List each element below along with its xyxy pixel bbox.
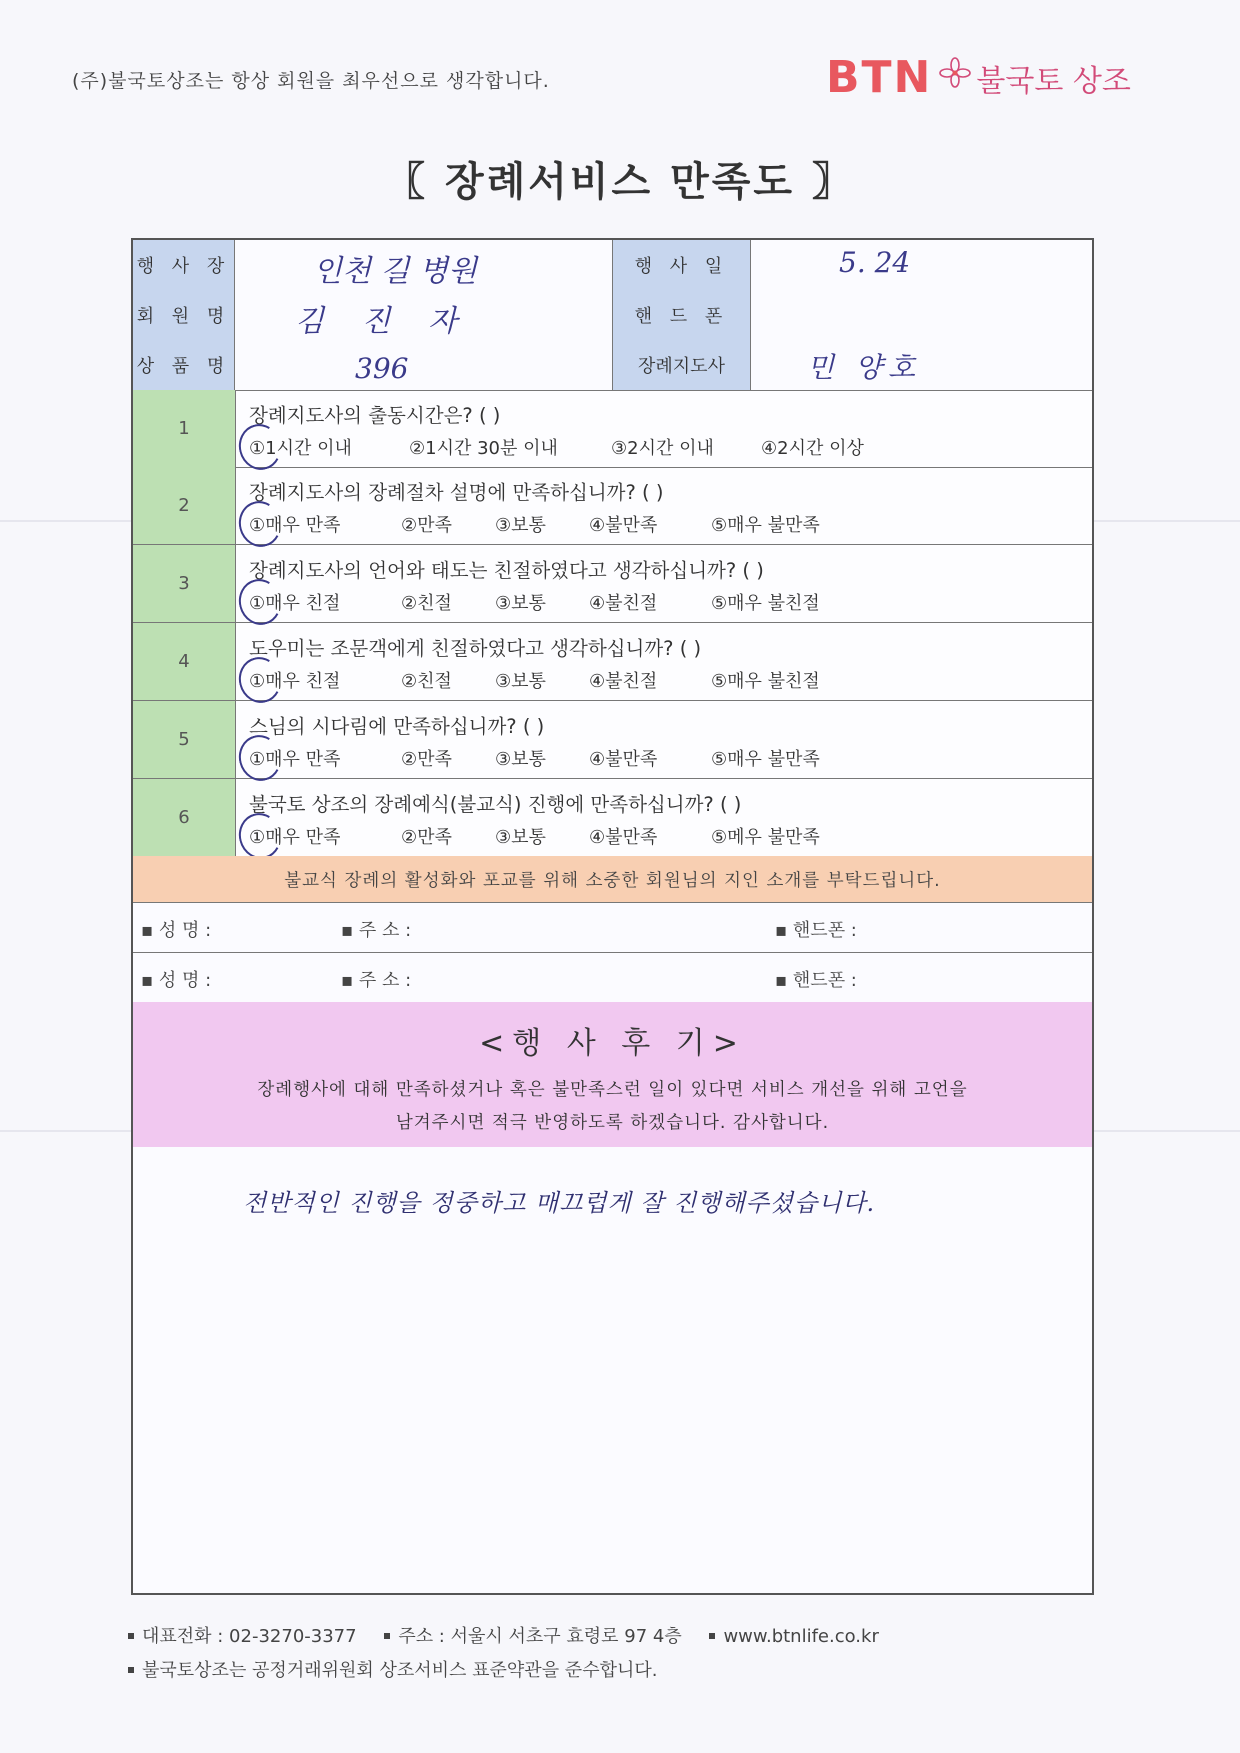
logo-korean-text: 불국토 상조 <box>976 63 1131 99</box>
phone-field[interactable] <box>751 290 1092 340</box>
review-desc-line-1: 장례행사에 대해 만족하셨거나 혹은 불만족스런 일이 있다면 서비스 개선을 위해 고언을 <box>257 1080 968 1100</box>
answer-option[interactable] <box>495 823 546 849</box>
answer-option[interactable] <box>711 511 820 537</box>
answer-options <box>249 823 1079 851</box>
member-label: 회 원 명 <box>133 290 235 340</box>
director-value: 민 양호 <box>807 351 922 384</box>
phone-label: 핸 드 폰 <box>613 290 751 340</box>
btn-logo <box>826 52 1131 103</box>
lotus-flower-icon <box>938 56 972 90</box>
answer-option[interactable] <box>711 823 820 849</box>
answer-option-label: ③보통 <box>495 593 546 614</box>
answer-option[interactable] <box>409 434 558 460</box>
question-text: 장례지도사의 출동시간은? ( ) <box>249 404 501 427</box>
answer-option[interactable] <box>611 434 714 460</box>
answer-options <box>249 511 1079 539</box>
referral-name-label: ▪ 성 명 : <box>141 920 212 941</box>
answer-option-label: ④불만족 <box>589 515 658 536</box>
answer-option[interactable] <box>249 589 340 615</box>
venue-field[interactable] <box>235 240 613 290</box>
question-row <box>133 623 1092 701</box>
question-number: 2 <box>133 467 236 544</box>
question-text: 장례지도사의 언어와 태도는 친절하였다고 생각하십니까? ( ) <box>249 559 764 582</box>
answer-option[interactable] <box>249 511 340 537</box>
bullet-icon <box>709 1633 715 1639</box>
info-row-product <box>133 340 1092 391</box>
info-row-member <box>133 290 1092 341</box>
answer-option[interactable] <box>249 823 340 849</box>
answer-option-label: ①매우 만족 <box>249 749 341 770</box>
answer-option-label: ⑤매우 불친절 <box>711 593 820 614</box>
question-number: 5 <box>133 701 236 778</box>
footer-notice: 불국토상조는 공정거래위원회 상조서비스 표준약관을 준수합니다. <box>142 1660 658 1681</box>
answer-option-label: ②만족 <box>401 827 452 848</box>
member-field[interactable] <box>235 290 613 340</box>
product-field[interactable] <box>235 340 613 390</box>
review-text-area[interactable] <box>133 1147 1092 1593</box>
referral-name-label: ▪ 성 명 : <box>141 970 212 991</box>
date-label: 행 사 일 <box>613 240 751 290</box>
date-field[interactable] <box>751 240 1092 290</box>
referral-row-1 <box>133 903 1092 953</box>
question-text: 도우미는 조문객에게 친절하였다고 생각하십니까? ( ) <box>249 637 702 660</box>
answer-option[interactable] <box>495 511 546 537</box>
answer-option-label: ③2시간 이내 <box>611 438 714 459</box>
answer-option-label: ⑤매우 불만족 <box>711 515 820 536</box>
answer-option-label: ③보통 <box>495 671 546 692</box>
answer-option[interactable] <box>711 745 820 771</box>
answer-option-label: ③보통 <box>495 827 546 848</box>
answer-option-label: ①매우 친절 <box>249 671 341 692</box>
answer-option-label: ④불만족 <box>589 749 658 770</box>
question-text: 스님의 시다림에 만족하십니까? ( ) <box>249 715 545 738</box>
review-handwritten-text: 전반적인 진행을 정중하고 매끄럽게 잘 진행해주셨습니다. <box>243 1189 876 1217</box>
footer-notice-line <box>128 1656 657 1682</box>
question-row <box>133 467 1092 545</box>
answer-option[interactable] <box>401 589 452 615</box>
answer-option-label: ⑤매우 불친절 <box>711 671 820 692</box>
venue-label: 행 사 장 <box>133 240 235 290</box>
answer-option[interactable] <box>711 589 820 615</box>
company-tagline: (주)불국토상조는 항상 회원을 최우선으로 생각합니다. <box>72 70 550 92</box>
answer-options <box>249 589 1079 617</box>
answer-option[interactable] <box>761 434 864 460</box>
referral-phone-label: ▪ 핸드폰 : <box>775 920 857 941</box>
question-number: 6 <box>133 779 236 856</box>
product-label: 상 품 명 <box>133 340 235 390</box>
logo-btn-text: BTN <box>826 52 933 103</box>
answer-options <box>249 745 1079 773</box>
answer-option[interactable] <box>495 589 546 615</box>
question-text: 장례지도사의 장례절차 설명에 만족하십니까? ( ) <box>249 481 664 504</box>
answer-option[interactable] <box>589 667 657 693</box>
member-value: 김 진 자 <box>295 304 472 339</box>
question-row <box>133 701 1092 779</box>
answer-option-label: ③보통 <box>495 749 546 770</box>
footer-phone: 대표전화 : 02-3270-3377 <box>142 1626 357 1647</box>
answer-options <box>249 434 1079 462</box>
answer-option-label: ②만족 <box>401 515 452 536</box>
answer-option[interactable] <box>589 745 657 771</box>
footer-website[interactable]: www.btnlife.co.kr <box>723 1626 879 1647</box>
info-row-venue <box>133 240 1092 291</box>
answer-option[interactable] <box>249 745 340 771</box>
answer-option[interactable] <box>401 667 452 693</box>
satisfaction-form <box>131 238 1094 1595</box>
form-title: 〖 장례서비스 만족도 〗 <box>385 159 855 205</box>
director-label: 장례지도사 <box>613 340 751 390</box>
answer-option[interactable] <box>401 823 452 849</box>
answer-option[interactable] <box>401 745 452 771</box>
review-description <box>133 1074 1092 1140</box>
answer-option[interactable] <box>249 667 340 693</box>
answer-option-label: ④불친절 <box>589 593 658 614</box>
answer-option-label: ⑤메우 불만족 <box>711 827 820 848</box>
review-desc-line-2: 남겨주시면 적극 반영하도록 하겠습니다. 감사합니다. <box>395 1113 830 1133</box>
question-row <box>133 390 1092 468</box>
answer-option-label: ②1시간 30분 이내 <box>409 438 558 459</box>
answer-option-label: ④불친절 <box>589 671 658 692</box>
question-number: 1 <box>133 390 236 467</box>
answer-option-label: ③보통 <box>495 515 546 536</box>
bullet-icon <box>384 1633 390 1639</box>
answer-option-label: ②친절 <box>401 593 452 614</box>
date-value: 5. 24 <box>839 246 911 279</box>
answer-option-label: ①1시간 이내 <box>249 438 352 459</box>
answer-options <box>249 667 1079 695</box>
venue-value: 인천 길 병원 <box>313 254 477 289</box>
answer-option[interactable] <box>711 667 820 693</box>
answer-option-label: ①매우 친절 <box>249 593 341 614</box>
answer-option-label: ②만족 <box>401 749 452 770</box>
answer-option[interactable] <box>589 823 657 849</box>
answer-option-label: ①매우 만족 <box>249 515 341 536</box>
question-row <box>133 545 1092 623</box>
referral-row-2 <box>133 953 1092 1003</box>
answer-option-label: ⑤매우 불만족 <box>711 749 820 770</box>
answer-option[interactable] <box>401 511 452 537</box>
bullet-icon <box>128 1633 134 1639</box>
referral-phone-label: ▪ 핸드폰 : <box>775 970 857 991</box>
answer-option-label: ②친절 <box>401 671 452 692</box>
footer-contact <box>128 1622 879 1648</box>
question-text: 불국토 상조의 장례예식(불교식) 진행에 만족하십니까? ( ) <box>249 793 742 816</box>
question-row <box>133 779 1092 857</box>
answer-option[interactable] <box>495 745 546 771</box>
answer-option-label: ④2시간 이상 <box>761 438 864 459</box>
answer-option-label: ①매우 만족 <box>249 827 341 848</box>
answer-option[interactable] <box>249 434 352 460</box>
review-title: <행 사 후 기> <box>479 1026 746 1061</box>
question-number: 4 <box>133 623 236 700</box>
referral-address-label: ▪ 주 소 : <box>341 970 412 991</box>
review-header <box>133 1002 1092 1148</box>
director-field[interactable] <box>751 340 1092 390</box>
answer-option[interactable] <box>495 667 546 693</box>
product-value: 396 <box>355 352 409 385</box>
referral-intro: 불교식 장례의 활성화와 포교를 위해 소중한 회원님의 지인 소개를 부탁드립니다. <box>133 856 1092 903</box>
answer-option-label: ④불만족 <box>589 827 658 848</box>
footer-address: 주소 : 서울시 서초구 효령로 97 4층 <box>398 1626 682 1647</box>
referral-address-label: ▪ 주 소 : <box>341 920 412 941</box>
answer-option[interactable] <box>589 511 657 537</box>
question-number: 3 <box>133 545 236 622</box>
bullet-icon <box>128 1667 134 1673</box>
answer-option[interactable] <box>589 589 657 615</box>
